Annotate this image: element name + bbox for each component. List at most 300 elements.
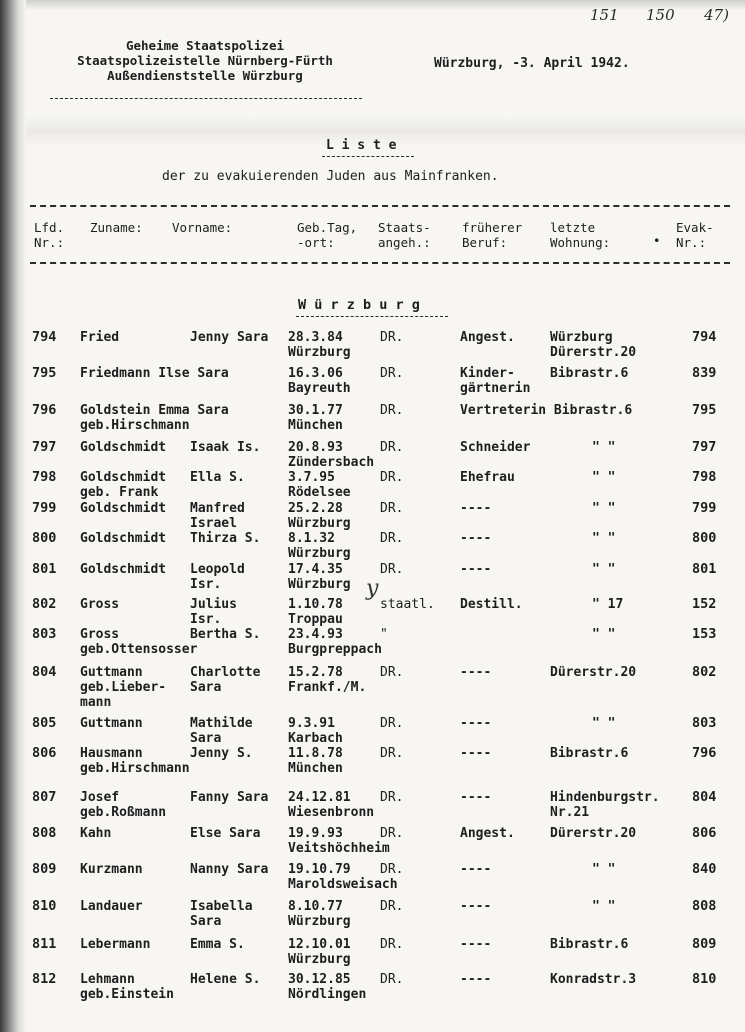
- cell-job: [460, 501, 491, 516]
- section-heading: W ü r z b u r g: [298, 297, 420, 313]
- cell-nat: [380, 597, 435, 612]
- cell-surname-line: Goldschmidt: [80, 470, 167, 485]
- cell-birth-line: Würzburg: [288, 516, 351, 531]
- cell-nat-line: DR.: [380, 501, 404, 516]
- col-wohnung: letzte Wohnung:: [550, 220, 611, 250]
- cell-job-line: Kinder-: [460, 366, 515, 381]
- cell-addr-line: " ": [592, 470, 616, 485]
- cell-evak-line: 806: [692, 825, 717, 841]
- col-vorname: Vorname:: [172, 220, 233, 235]
- cell-given-line: Sara: [190, 731, 222, 746]
- cell-addr-line: " ": [592, 716, 616, 731]
- title-underline: [322, 156, 414, 157]
- cell-addr-line: Bibrastr.6: [550, 937, 629, 952]
- cell-birth-line: 30.1.77: [288, 403, 343, 418]
- cell-addr-line: " ": [592, 899, 616, 914]
- cell-nr: [32, 665, 56, 680]
- cell-surname-line: Goldstein Emma Sara: [80, 403, 229, 418]
- cell-nat: [380, 826, 403, 841]
- cell-evak: [692, 531, 716, 546]
- cell-nat-line: DR.: [380, 562, 404, 577]
- cell-addr: [592, 440, 615, 455]
- cell-surname: [80, 716, 143, 731]
- cell-surname: [80, 937, 150, 952]
- cell-evak: [692, 746, 716, 761]
- cell-addr: [550, 972, 636, 987]
- cell-addr-line: " 17: [592, 597, 624, 612]
- cell-birth: [288, 627, 382, 657]
- cell-nat: [380, 899, 403, 914]
- cell-addr-line: Hindenburgstr.: [550, 790, 660, 805]
- cell-given-line: Mathilde: [190, 716, 253, 731]
- archive-ref-3: 47): [704, 6, 729, 24]
- cell-birth-line: 25.2.28: [288, 501, 343, 516]
- cell-nr-line: 802: [32, 596, 57, 612]
- cell-birth-line: Würzburg: [288, 952, 351, 967]
- cell-given: [190, 665, 260, 695]
- cell-birth-line: 19.10.79: [288, 862, 351, 877]
- cell-nr-line: 807: [32, 789, 57, 805]
- cell-evak-line: 810: [692, 971, 717, 987]
- cell-surname-line: geb.Hirschmann: [80, 761, 190, 776]
- cell-job-line: ----: [460, 716, 492, 731]
- cell-job: [460, 790, 491, 805]
- cell-evak: [692, 862, 716, 877]
- cell-addr: [592, 597, 623, 612]
- cell-given: [190, 501, 245, 531]
- cell-birth-line: 24.12.81: [288, 790, 351, 805]
- cell-evak-line: 803: [692, 715, 717, 731]
- cell-nat-line: DR.: [380, 972, 404, 987]
- cell-nat-line: DR.: [380, 531, 404, 546]
- cell-addr-line: " ": [592, 440, 616, 455]
- cell-nat: [380, 531, 403, 546]
- cell-birth: [288, 716, 343, 746]
- cell-given: [190, 899, 253, 929]
- cell-evak: [692, 597, 716, 612]
- cell-surname-line: Hausmann: [80, 746, 143, 761]
- cell-nat-line: DR.: [380, 716, 404, 731]
- cell-birth: [288, 501, 351, 531]
- cell-surname: [80, 562, 166, 577]
- cell-given: [190, 470, 245, 485]
- cell-nat: [380, 746, 403, 761]
- col-beruf: früherer Beruf:: [462, 220, 523, 250]
- cell-nat-line: DR.: [380, 440, 404, 455]
- cell-surname-line: Landauer: [80, 899, 143, 914]
- cell-nr-line: 795: [32, 365, 57, 381]
- cell-birth-line: 20.8.93: [288, 440, 343, 455]
- cell-given-line: Charlotte: [190, 665, 261, 680]
- cell-nr: [32, 531, 56, 546]
- cell-surname-line: Kahn: [80, 826, 112, 841]
- cell-nr: [32, 790, 56, 805]
- cell-evak: [692, 501, 716, 516]
- cell-addr-line: Bibrastr.6: [550, 746, 629, 761]
- cell-job-line: ----: [460, 531, 492, 546]
- letterhead-line-1: Geheime Staatspolizei: [125, 38, 285, 53]
- handwritten-mark: y: [366, 576, 379, 601]
- cell-addr: [592, 627, 615, 642]
- cell-evak-line: 798: [692, 469, 717, 485]
- cell-nr-line: 803: [32, 626, 57, 642]
- cell-birth: [288, 470, 351, 500]
- cell-nr-line: 808: [32, 825, 57, 841]
- cell-job-line: gärtnerin: [460, 381, 531, 396]
- cell-addr: [592, 899, 615, 914]
- cell-birth-line: 17.4.35: [288, 562, 343, 577]
- cell-given: [190, 746, 253, 761]
- cell-job: [460, 597, 523, 612]
- cell-job: [460, 470, 515, 485]
- cell-birth: [288, 562, 351, 592]
- cell-nr: [32, 627, 56, 642]
- cell-given: [190, 440, 260, 455]
- cell-given: [190, 862, 268, 877]
- cell-addr-line: " ": [592, 862, 616, 877]
- cell-addr: [550, 330, 636, 360]
- col-lfd-nr: Lfd. Nr.:: [34, 220, 65, 250]
- cell-evak: [692, 972, 716, 987]
- cell-job: [460, 366, 530, 396]
- cell-surname: [80, 366, 229, 381]
- cell-surname-line: Gross: [80, 627, 120, 642]
- cell-given-line: Fanny Sara: [190, 790, 269, 805]
- cell-nat-line: DR.: [380, 665, 404, 680]
- cell-birth: [288, 366, 351, 396]
- cell-addr-line: Dürerstr.20: [550, 665, 637, 680]
- cell-evak-line: 808: [692, 898, 717, 914]
- cell-addr-line: Dürerstr.20: [550, 826, 637, 841]
- cell-given-line: Thirza S.: [190, 531, 261, 546]
- cell-surname-line: geb.Ottensosser: [80, 642, 198, 657]
- cell-job: [460, 531, 491, 546]
- cell-nr: [32, 826, 56, 841]
- cell-given-line: Bertha S.: [190, 627, 261, 642]
- cell-given: [190, 937, 245, 952]
- cell-birth-line: 16.3.06: [288, 366, 343, 381]
- cell-birth-line: München: [288, 761, 343, 776]
- cell-surname-line: Guttmann: [80, 665, 143, 680]
- cell-surname-line: geb.Hirschmann: [80, 418, 190, 433]
- cell-birth: [288, 937, 351, 967]
- cell-birth-line: 23.4.93: [288, 627, 343, 642]
- cell-given: [190, 790, 268, 805]
- letterhead-line-2: Staatspolizeistelle Nürnberg-Fürth: [77, 53, 333, 68]
- cell-job: [460, 862, 491, 877]
- cell-evak-line: 796: [692, 745, 717, 761]
- cell-birth: [288, 665, 366, 695]
- cell-job: [460, 716, 491, 731]
- cell-job: [460, 972, 491, 987]
- cell-given-line: Isr.: [190, 577, 222, 592]
- cell-birth: [288, 403, 343, 433]
- cell-nr: [32, 440, 56, 455]
- cell-surname-line: geb.Einstein: [80, 987, 174, 1002]
- cell-evak-line: 800: [692, 530, 717, 546]
- cell-birth-line: Frankf./M.: [288, 680, 367, 695]
- cell-addr: [592, 862, 615, 877]
- cell-given-line: Else Sara: [190, 826, 261, 841]
- cell-nr-line: 809: [32, 861, 57, 877]
- cell-evak: [692, 899, 716, 914]
- document-title: L i s t e: [326, 138, 397, 153]
- cell-surname: [80, 826, 111, 841]
- cell-job: [460, 746, 491, 761]
- cell-evak-line: 794: [692, 329, 717, 345]
- cell-birth-line: Wiesenbronn: [288, 805, 375, 820]
- cell-evak-line: 840: [692, 861, 717, 877]
- cell-birth-line: 15.2.78: [288, 665, 343, 680]
- cell-addr: [592, 562, 615, 577]
- cell-evak-line: 153: [692, 626, 717, 642]
- cell-job-line: Angest.: [460, 826, 515, 841]
- cell-birth-line: Würzburg: [288, 546, 351, 561]
- cell-birth: [288, 972, 366, 1002]
- cell-birth-line: Nördlingen: [288, 987, 367, 1002]
- cell-nr-line: 798: [32, 469, 57, 485]
- cell-addr: [550, 937, 628, 952]
- cell-addr: [592, 716, 615, 731]
- cell-job: [460, 403, 632, 418]
- cell-job-line: Angest.: [460, 330, 515, 345]
- cell-nat-line: DR.: [380, 330, 404, 345]
- cell-evak: [692, 470, 716, 485]
- cell-nr-line: 801: [32, 561, 57, 577]
- cell-nr-line: 806: [32, 745, 57, 761]
- cell-addr: [550, 366, 628, 381]
- col-evak-nr: Evak- Nr.:: [676, 220, 714, 250]
- cell-addr: [550, 826, 636, 841]
- cell-evak-line: 809: [692, 936, 717, 952]
- cell-nat: [380, 665, 403, 680]
- cell-surname: [80, 403, 229, 433]
- cell-given-line: Manfred: [190, 501, 245, 516]
- cell-nat: [380, 440, 403, 455]
- cell-given: [190, 716, 253, 746]
- cell-nr: [32, 562, 56, 577]
- cell-birth: [288, 899, 351, 929]
- cell-job-line: Ehefrau: [460, 470, 515, 485]
- cell-birth: [288, 440, 374, 470]
- cell-surname: [80, 862, 143, 877]
- cell-nr: [32, 746, 56, 761]
- cell-job-line: ----: [460, 665, 492, 680]
- document-subtitle: der zu evakuierenden Juden aus Mainfranken.: [162, 169, 499, 184]
- cell-surname-line: Friedmann Ilse Sara: [80, 366, 229, 381]
- cell-nr: [32, 937, 56, 952]
- col-zuname: Zuname:: [90, 220, 143, 235]
- cell-addr-line: Nr.21: [550, 805, 590, 820]
- cell-birth-line: Würzburg: [288, 345, 351, 360]
- cell-addr-line: " ": [592, 531, 616, 546]
- cell-nr: [32, 972, 56, 987]
- cell-birth-line: 8.1.32: [288, 531, 335, 546]
- cell-surname: [80, 470, 166, 500]
- header-rule-top: [30, 205, 730, 207]
- cell-evak: [692, 790, 716, 805]
- cell-nr-line: 794: [32, 329, 57, 345]
- cell-evak: [692, 440, 716, 455]
- cell-birth-line: Veitshöchheim: [288, 841, 390, 856]
- cell-addr-line: " ": [592, 627, 616, 642]
- cell-surname-line: geb.Lieber-: [80, 680, 167, 695]
- cell-nat-line: DR.: [380, 862, 404, 877]
- cell-given-line: Sara: [190, 914, 222, 929]
- cell-job: [460, 330, 515, 345]
- cell-nat: [380, 716, 403, 731]
- cell-nr-line: 810: [32, 898, 57, 914]
- cell-given: [190, 562, 245, 592]
- cell-birth-line: 12.10.01: [288, 937, 351, 952]
- cell-nr-line: 800: [32, 530, 57, 546]
- cell-addr: [592, 470, 615, 485]
- cell-surname-line: Gross: [80, 597, 120, 612]
- cell-surname: [80, 665, 166, 710]
- cell-given-line: Ella S.: [190, 470, 245, 485]
- cell-given-line: Julius: [190, 597, 237, 612]
- cell-nat-line: staatl.: [380, 597, 435, 612]
- cell-nr-line: 799: [32, 500, 57, 516]
- cell-evak: [692, 330, 716, 345]
- cell-nat-line: DR.: [380, 470, 404, 485]
- cell-birth-line: 3.7.95: [288, 470, 335, 485]
- cell-job: [460, 665, 491, 680]
- cell-given: [190, 597, 237, 627]
- cell-surname-line: Fried: [80, 330, 120, 345]
- cell-surname: [80, 627, 197, 657]
- cell-nat: [380, 627, 388, 642]
- scan-top-shadow: [0, 0, 745, 10]
- cell-birth-line: Würzburg: [288, 914, 351, 929]
- cell-evak: [692, 665, 716, 680]
- cell-nat-line: DR.: [380, 366, 404, 381]
- cell-birth: [288, 531, 351, 561]
- cell-birth-line: 1.10.78: [288, 597, 343, 612]
- cell-surname-line: Goldschmidt: [80, 440, 167, 455]
- cell-evak: [692, 716, 716, 731]
- cell-given-line: Nanny Sara: [190, 862, 269, 877]
- col-staat: Staats- angeh.:: [378, 220, 431, 250]
- cell-birth-line: 8.10.77: [288, 899, 343, 914]
- cell-birth: [288, 790, 374, 820]
- cell-evak-line: 801: [692, 561, 717, 577]
- cell-given: [190, 826, 260, 841]
- cell-evak-line: 839: [692, 365, 717, 381]
- cell-job: [460, 899, 491, 914]
- cell-addr-line: " ": [592, 501, 616, 516]
- cell-given-line: Leopold: [190, 562, 245, 577]
- cell-job-line: ----: [460, 899, 492, 914]
- cell-surname-line: Goldschmidt: [80, 562, 167, 577]
- cell-job: [460, 440, 530, 455]
- cell-birth: [288, 597, 343, 627]
- letterhead: [40, 38, 370, 83]
- cell-birth-line: Rödelsee: [288, 485, 351, 500]
- cell-given: [190, 972, 260, 987]
- cell-nr: [32, 403, 56, 418]
- cell-surname-line: geb.Roßmann: [80, 805, 167, 820]
- cell-given-line: Israel: [190, 516, 237, 531]
- cell-surname: [80, 531, 166, 546]
- cell-nr-line: 805: [32, 715, 57, 731]
- cell-surname-line: mann: [80, 695, 112, 710]
- cell-birth-line: 11.8.78: [288, 746, 343, 761]
- cell-given-line: Jenny S.: [190, 746, 253, 761]
- cell-job-line: ----: [460, 746, 492, 761]
- letterhead-line-3: Außendienststelle Würzburg: [107, 68, 303, 83]
- cell-evak: [692, 366, 716, 381]
- cell-evak: [692, 562, 716, 577]
- cell-evak-line: 797: [692, 439, 717, 455]
- cell-addr: [550, 790, 660, 820]
- cell-nr-line: 812: [32, 971, 57, 987]
- cell-job: [460, 826, 515, 841]
- cell-nr: [32, 330, 56, 345]
- cell-nr-line: 796: [32, 402, 57, 418]
- cell-surname: [80, 597, 119, 612]
- cell-birth-line: Zündersbach: [288, 455, 375, 470]
- cell-given-line: Jenny Sara: [190, 330, 269, 345]
- cell-evak-line: 795: [692, 402, 717, 418]
- cell-surname-line: Lehmann: [80, 972, 135, 987]
- cell-surname-line: Josef: [80, 790, 120, 805]
- cell-job-line: ----: [460, 501, 492, 516]
- cell-job: [460, 562, 491, 577]
- cell-addr: [592, 531, 615, 546]
- cell-surname: [80, 790, 166, 820]
- cell-birth-line: Karbach: [288, 731, 343, 746]
- cell-nat-line: DR.: [380, 746, 404, 761]
- cell-evak-line: 804: [692, 789, 717, 805]
- cell-given-line: Isaak Is.: [190, 440, 261, 455]
- cell-addr: [550, 665, 636, 680]
- cell-nat: [380, 937, 403, 952]
- cell-surname: [80, 440, 166, 455]
- cell-given: [190, 330, 268, 345]
- cell-surname: [80, 330, 119, 345]
- cell-job-line: ----: [460, 937, 492, 952]
- cell-surname-line: Lebermann: [80, 937, 151, 952]
- cell-nr-line: 804: [32, 664, 57, 680]
- cell-nr: [32, 366, 56, 381]
- cell-addr-line: Dürerstr.20: [550, 345, 637, 360]
- cell-job-line: Destill.: [460, 597, 523, 612]
- cell-birth-line: 9.3.91: [288, 716, 335, 731]
- cell-birth-line: 19.9.93: [288, 826, 343, 841]
- cell-nr: [32, 597, 56, 612]
- col-dot: •: [653, 233, 661, 248]
- cell-nat: [380, 403, 403, 418]
- cell-addr: [592, 501, 615, 516]
- cell-evak: [692, 826, 716, 841]
- cell-evak: [692, 403, 716, 418]
- cell-nat-line: DR.: [380, 826, 404, 841]
- cell-job-line: Vertreterin Bibrastr.6: [460, 403, 633, 418]
- cell-job: [460, 937, 491, 952]
- cell-evak-line: 152: [692, 596, 717, 612]
- cell-evak: [692, 627, 716, 642]
- cell-given-line: Emma S.: [190, 937, 245, 952]
- cell-nat: [380, 562, 403, 577]
- cell-job-line: Schneider: [460, 440, 531, 455]
- cell-given-line: Isabella: [190, 899, 253, 914]
- cell-surname-line: Goldschmidt: [80, 501, 167, 516]
- cell-nr-line: 797: [32, 439, 57, 455]
- cell-nr: [32, 470, 56, 485]
- place-date: Würzburg, -3. April 1942.: [434, 56, 630, 71]
- cell-nat-line: DR.: [380, 790, 404, 805]
